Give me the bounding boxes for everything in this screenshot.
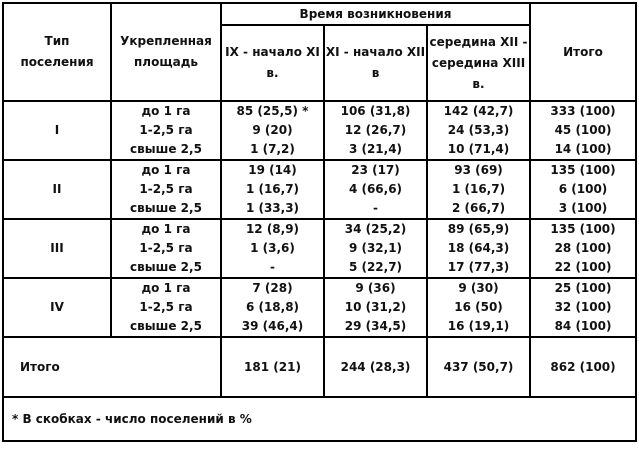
total-cell: 22 (100)	[530, 258, 636, 278]
period-3-cell: 16 (19,1)	[427, 317, 530, 337]
period-2-cell: 23 (17)	[324, 160, 427, 180]
settlement-type-cell: II	[3, 160, 111, 219]
period-1-cell: 39 (46,4)	[221, 317, 324, 337]
period-3-cell: 16 (50)	[427, 298, 530, 317]
period-3-cell: 10 (71,4)	[427, 140, 530, 160]
period-1-cell: 12 (8,9)	[221, 219, 324, 239]
period-1-cell: 1 (16,7)	[221, 180, 324, 199]
header-total: Итого	[530, 3, 636, 101]
total-cell: 28 (100)	[530, 239, 636, 258]
total-cell: 14 (100)	[530, 140, 636, 160]
period-2-cell: 3 (21,4)	[324, 140, 427, 160]
period-2-cell: 12 (26,7)	[324, 121, 427, 140]
area-cell: свыше 2,5	[111, 317, 221, 337]
period-3-cell: 9 (30)	[427, 278, 530, 298]
period-2-cell: 10 (31,2)	[324, 298, 427, 317]
total-cell: 6 (100)	[530, 180, 636, 199]
period-1-cell: -	[221, 258, 324, 278]
table-row	[3, 101, 636, 121]
total-cell: 135 (100)	[530, 219, 636, 239]
period-2-cell: 34 (25,2)	[324, 219, 427, 239]
total-cell: 135 (100)	[530, 160, 636, 180]
period-1-cell: 1 (3,6)	[221, 239, 324, 258]
period-2-cell: 5 (22,7)	[324, 258, 427, 278]
area-cell: до 1 га	[111, 278, 221, 298]
area-cell: 1-2,5 га	[111, 239, 221, 258]
totals-total: 862 (100)	[530, 337, 636, 397]
totals-label: Итого	[3, 337, 221, 397]
header-period-1: IX - начало XI в.	[221, 25, 324, 101]
area-cell: 1-2,5 га	[111, 121, 221, 140]
header-time-of-origin: Время возникновения	[221, 3, 530, 25]
footnote-row	[3, 397, 636, 441]
period-3-cell: 17 (77,3)	[427, 258, 530, 278]
total-cell: 84 (100)	[530, 317, 636, 337]
period-1-cell: 1 (7,2)	[221, 140, 324, 160]
area-cell: до 1 га	[111, 219, 221, 239]
footnote: * В скобках - число поселений в %	[3, 397, 636, 441]
period-3-cell: 2 (66,7)	[427, 199, 530, 219]
settlement-type-cell: III	[3, 219, 111, 278]
period-3-cell: 18 (64,3)	[427, 239, 530, 258]
total-cell: 45 (100)	[530, 121, 636, 140]
area-cell: до 1 га	[111, 101, 221, 121]
table-row	[3, 278, 636, 298]
settlements-table	[2, 2, 637, 442]
totals-row	[3, 337, 636, 397]
header-settlement-type: Тип поселения	[3, 3, 111, 101]
area-cell: до 1 га	[111, 160, 221, 180]
period-1-cell: 19 (14)	[221, 160, 324, 180]
period-2-cell: 29 (34,5)	[324, 317, 427, 337]
totals-period-1: 181 (21)	[221, 337, 324, 397]
settlement-type-cell: IV	[3, 278, 111, 337]
area-cell: 1-2,5 га	[111, 298, 221, 317]
table-body	[3, 101, 636, 337]
period-3-cell: 142 (42,7)	[427, 101, 530, 121]
period-1-cell: 7 (28)	[221, 278, 324, 298]
total-cell: 32 (100)	[530, 298, 636, 317]
period-2-cell: 4 (66,6)	[324, 180, 427, 199]
period-3-cell: 93 (69)	[427, 160, 530, 180]
area-cell: свыше 2,5	[111, 199, 221, 219]
area-cell: свыше 2,5	[111, 258, 221, 278]
table-footer	[3, 337, 636, 441]
total-cell: 333 (100)	[530, 101, 636, 121]
table-row	[3, 160, 636, 180]
total-cell: 3 (100)	[530, 199, 636, 219]
area-cell: свыше 2,5	[111, 140, 221, 160]
table-row	[3, 219, 636, 239]
settlements-table-container	[2, 2, 637, 442]
header-period-2: XI - начало XII в	[324, 25, 427, 101]
header-period-3: середина XII - середина XIII в.	[427, 25, 530, 101]
period-3-cell: 89 (65,9)	[427, 219, 530, 239]
period-1-cell: 1 (33,3)	[221, 199, 324, 219]
table-header	[3, 3, 636, 101]
period-1-cell: 6 (18,8)	[221, 298, 324, 317]
period-3-cell: 24 (53,3)	[427, 121, 530, 140]
header-fortified-area: Укрепленная площадь	[111, 3, 221, 101]
totals-period-2: 244 (28,3)	[324, 337, 427, 397]
settlement-type-cell: I	[3, 101, 111, 160]
period-2-cell: -	[324, 199, 427, 219]
totals-period-3: 437 (50,7)	[427, 337, 530, 397]
period-3-cell: 1 (16,7)	[427, 180, 530, 199]
period-2-cell: 9 (36)	[324, 278, 427, 298]
period-1-cell: 9 (20)	[221, 121, 324, 140]
period-1-cell: 85 (25,5) *	[221, 101, 324, 121]
area-cell: 1-2,5 га	[111, 180, 221, 199]
period-2-cell: 9 (32,1)	[324, 239, 427, 258]
period-2-cell: 106 (31,8)	[324, 101, 427, 121]
total-cell: 25 (100)	[530, 278, 636, 298]
